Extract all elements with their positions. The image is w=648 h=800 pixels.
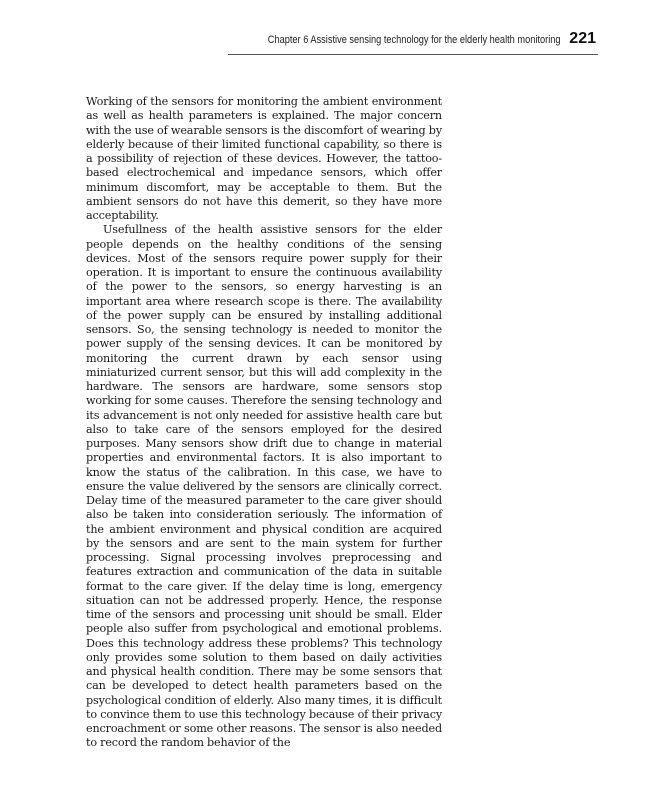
running-head [212, 30, 596, 48]
header-rule [228, 54, 598, 55]
page-number: 221 [569, 30, 596, 47]
paragraph-2: Usefullness of the health assistive sensors for the elder people depends on the healthy conditions of the sensing devices. Most of the sensors require power supply for their operation. It is important to ensure the continuous availability of the power to the sensors, so energy harvesting is an important area where research scope is there. The availability of the power supply can be ensured by installing additional sensors. So, the sensing technology is needed to monitor the power supply of the sensing devices. It can be monitored by monitoring the current drawn by each sensor using miniaturized current sensor, but this will add complexity in the hardware. The sensors are hardware, some sensors stop working for some causes. Therefore the sensing technology and its advancement is not only needed for assistive health care but also to take care of the sensors employed for the desired purposes. Many sensors show drift due to change in material properties and environmental factors. It is also important to know the status of the calibration. In this case, we have to ensure the value delivered by the sensors are clinically correct. Delay time of the measured parameter to the care giver should also be taken into consideration seriously. The information of the ambient environment and physical condition are acquired by the sensors and are sent to the main system for further processing. Signal processing involves preprocessing and features extraction and communication of the data in suitable format to the care giver. If the delay time is long, emergency situation can not be addressed properly. Hence, the response time of the sensors and processing unit should be small. Elder people also suffer from psychological and emotional problems. Does this technology address these problems? This technology only provides some solution to them based on daily activities and physical health condition. There may be some sensors that can be developed to detect health parameters based on the psychological condition of elderly. Also many times, it is difficult to convince them to use this technology because of their privacy encroachment or some other reasons. The sensor is also needed to record the random behavior of the [86, 223, 442, 750]
paragraph-1: Working of the sensors for monitoring the ambient environment as well as health parameters is explained. The major concern with the use of wearable sensors is the discomfort of wearing by elderly because of their limited functional capability, so there is a possibility of rejection of these devices. However, the tattoo-based electrochemical and impedance sensors, which offer minimum discomfort, may be acceptable to them. But the ambient sensors do not have this demerit, so they have more acceptability. [86, 95, 442, 222]
body-text [86, 95, 442, 751]
chapter-title: Chapter 6 Assistive sensing technology for the elderly health monitoring [267, 34, 561, 46]
